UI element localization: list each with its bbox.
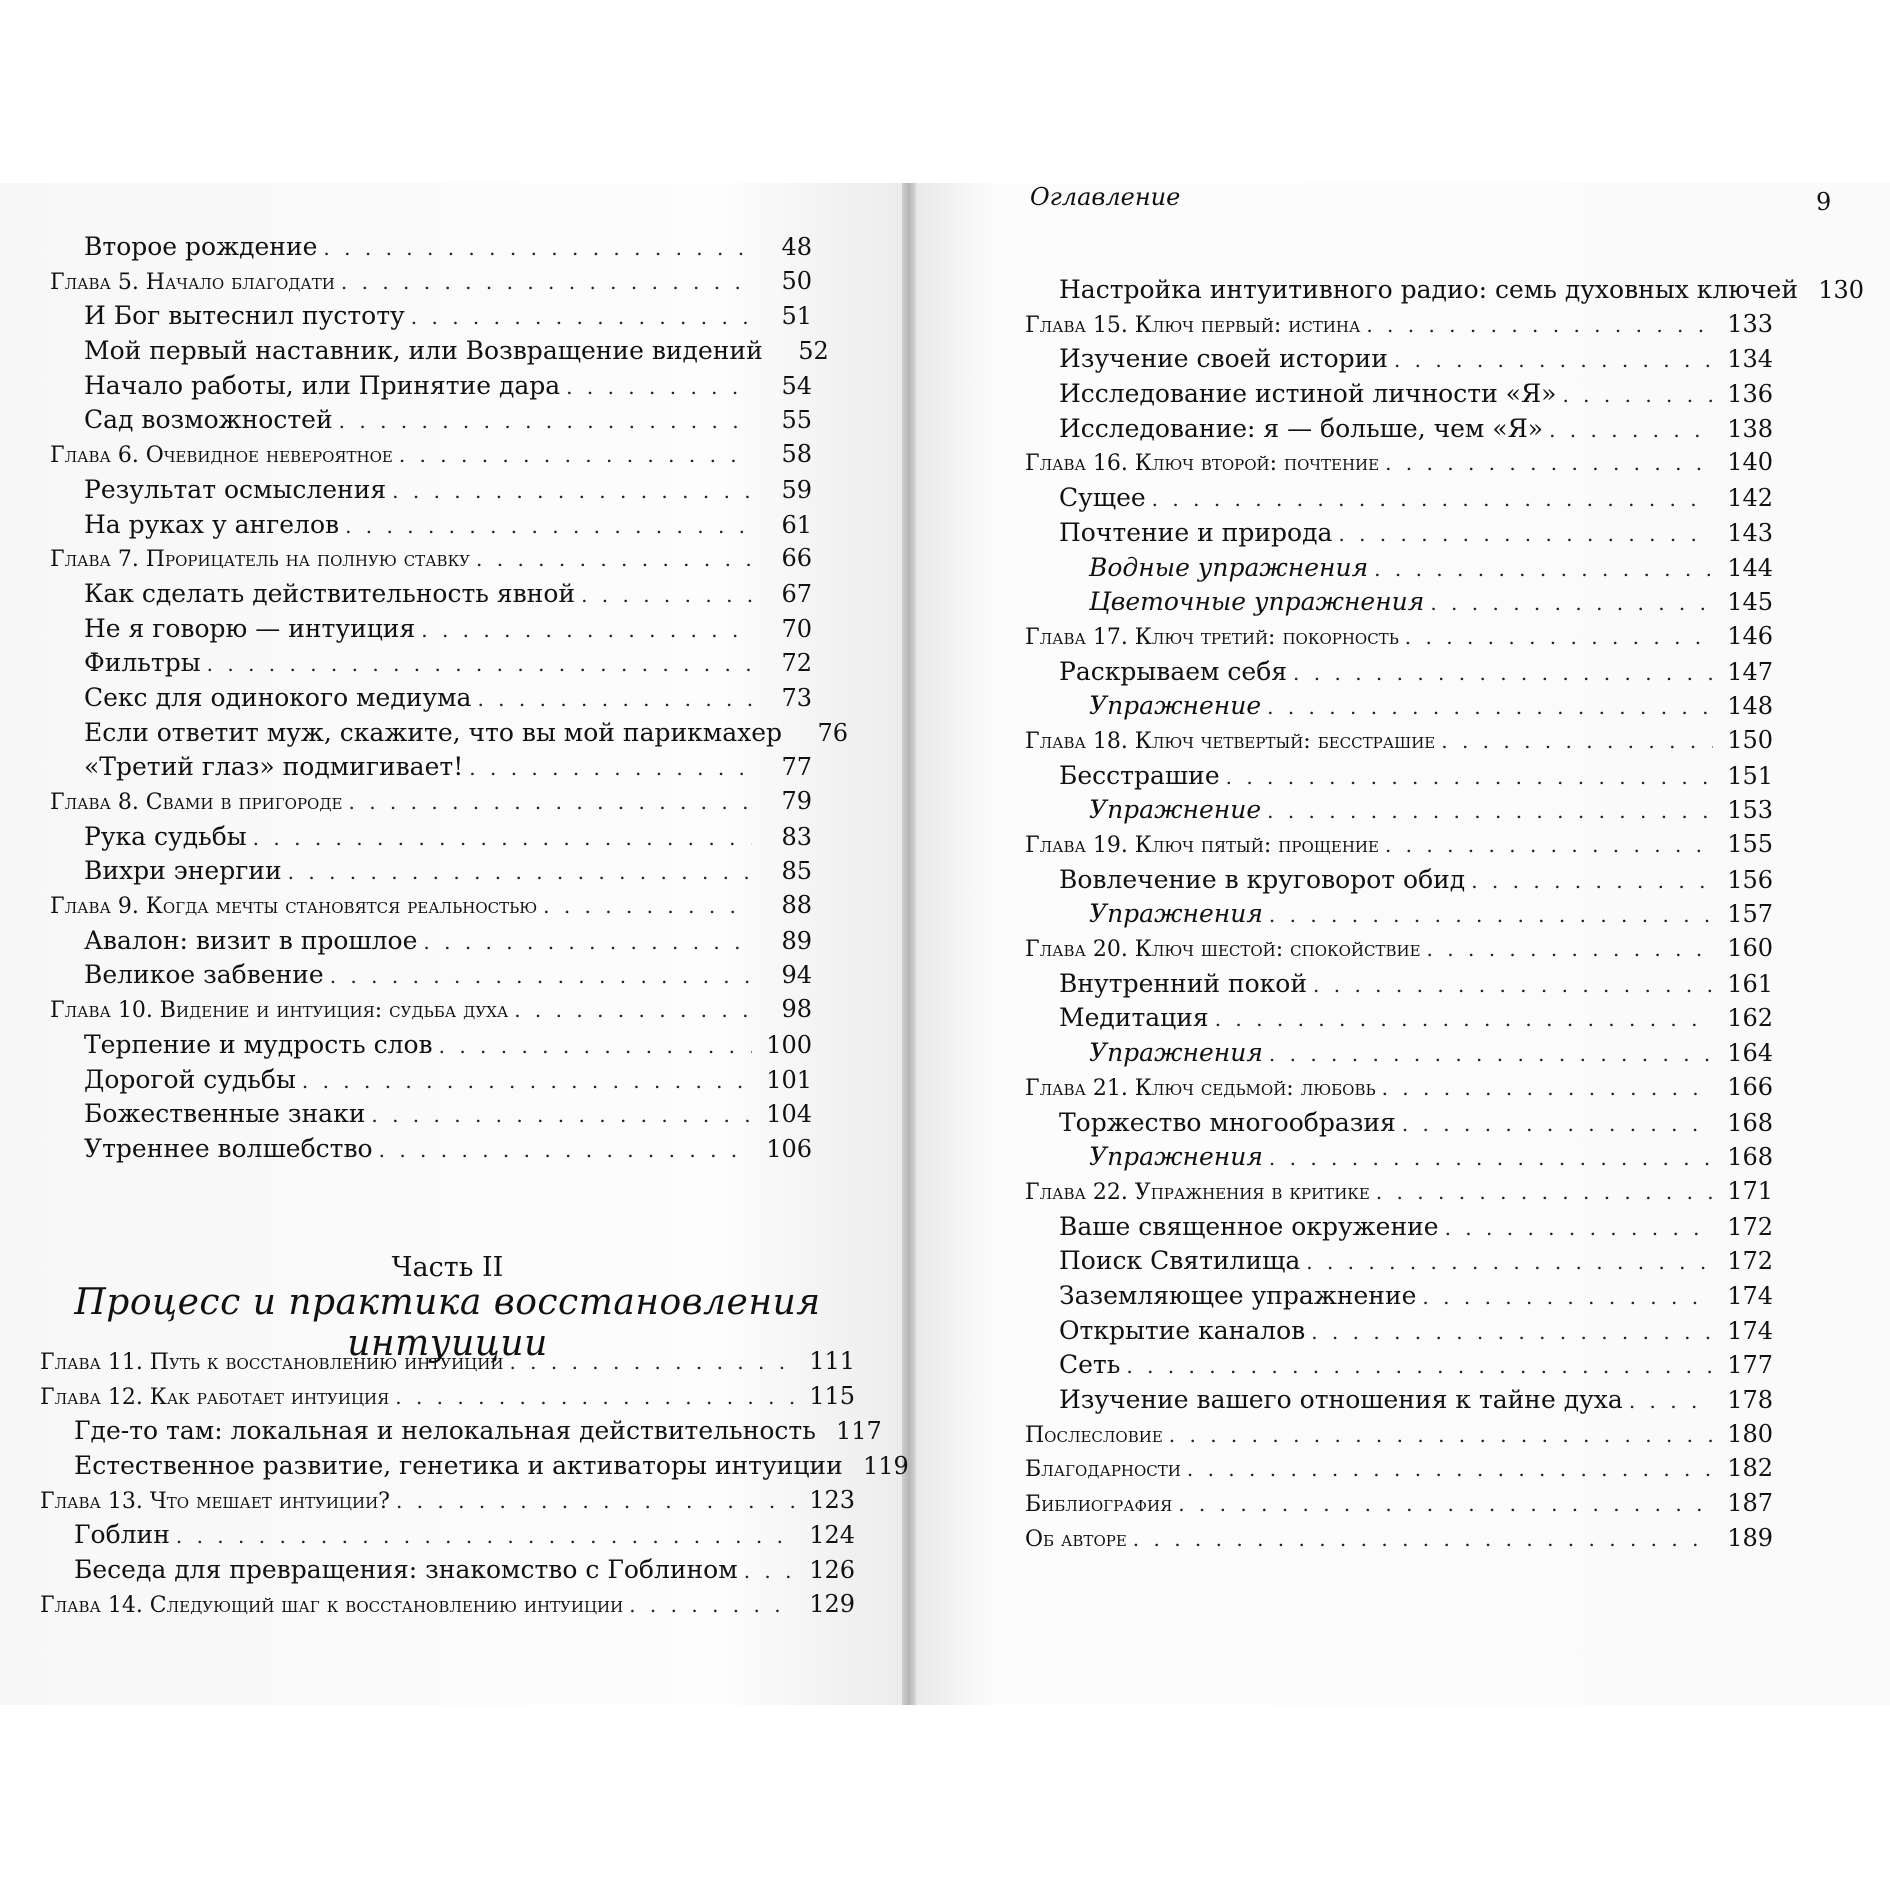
toc-entry-row bbox=[50, 752, 812, 787]
toc-entry-title: Изучение своей истории bbox=[1059, 344, 1388, 374]
toc-page-number: 51 bbox=[781, 302, 812, 331]
dot-leader bbox=[339, 409, 752, 433]
toc-entry-title: Терпение и мудрость слов bbox=[84, 1029, 433, 1059]
toc-entry-row bbox=[50, 960, 812, 995]
toc-page-number: 161 bbox=[1727, 969, 1773, 998]
toc-entry-title: Ваше священное окружение bbox=[1059, 1211, 1439, 1241]
toc-entry-title: Глава 6. Очевидное невероятное bbox=[50, 443, 393, 469]
toc-page-number: 156 bbox=[1727, 865, 1773, 894]
dot-leader bbox=[1226, 765, 1713, 789]
toc-page-number: 166 bbox=[1727, 1072, 1773, 1101]
toc-page-number: 124 bbox=[809, 1521, 855, 1550]
dot-leader bbox=[1430, 591, 1713, 615]
toc-chapter-row bbox=[1025, 1177, 1773, 1212]
dot-leader bbox=[1269, 1042, 1713, 1066]
dot-leader bbox=[1385, 833, 1713, 857]
toc-page-number: 157 bbox=[1727, 900, 1773, 929]
toc-entry-row bbox=[50, 336, 829, 371]
toc-entry-title: Глава 16. Ключ второй: почтение bbox=[1025, 451, 1380, 477]
dot-leader bbox=[1376, 1180, 1713, 1204]
dot-leader bbox=[371, 1103, 752, 1127]
toc-page-number: 88 bbox=[781, 891, 812, 920]
toc-entry-row bbox=[1025, 865, 1773, 900]
toc-page-number: 164 bbox=[1727, 1039, 1773, 1068]
toc-page-number: 150 bbox=[1727, 725, 1773, 754]
toc-entry-title: Глава 12. Как работает интуиция bbox=[40, 1384, 390, 1410]
dot-leader bbox=[1269, 1146, 1713, 1170]
toc-entry-row bbox=[50, 717, 849, 753]
dot-leader bbox=[302, 1069, 752, 1093]
toc-entry-title: Сад возможностей bbox=[84, 405, 333, 435]
toc-left-bottom bbox=[40, 1347, 909, 1625]
toc-chapter-row bbox=[50, 440, 812, 475]
dot-leader bbox=[1405, 625, 1713, 649]
toc-entry-row bbox=[1025, 1385, 1773, 1420]
dot-leader bbox=[514, 998, 752, 1022]
toc-page-number: 133 bbox=[1727, 309, 1773, 338]
toc-entry-title: Торжество многообразия bbox=[1059, 1107, 1396, 1137]
toc-entry-title: Гоблин bbox=[74, 1520, 170, 1550]
toc-entry-title: Глава 11. Путь к восстановлению интуиции bbox=[40, 1350, 504, 1375]
page-number: 9 bbox=[1816, 188, 1832, 216]
dot-leader bbox=[323, 236, 752, 260]
dot-leader bbox=[330, 964, 752, 988]
toc-entry-title: Глава 14. Следующий шаг к восстановлению интуиции bbox=[40, 1592, 624, 1618]
toc-entry-title: Глава 13. Что мешает интуиции? bbox=[40, 1488, 390, 1514]
dot-leader bbox=[543, 894, 752, 918]
dot-leader bbox=[1629, 1389, 1713, 1413]
dot-leader bbox=[1267, 799, 1713, 823]
toc-page-number: 143 bbox=[1727, 518, 1773, 547]
toc-chapter-row bbox=[1025, 448, 1773, 483]
toc-entry-title: Глава 5. Начало благодати bbox=[50, 269, 335, 295]
dot-leader bbox=[341, 270, 752, 294]
toc-entry-title: Глава 8. Свами в пригороде bbox=[50, 790, 343, 815]
toc-entry-row bbox=[50, 232, 812, 267]
toc-entry-title: Результат осмысления bbox=[84, 474, 387, 504]
toc-page-number: 172 bbox=[1727, 1247, 1773, 1276]
toc-entry-title: Медитация bbox=[1059, 1003, 1209, 1033]
dot-leader bbox=[1338, 522, 1713, 546]
toc-page-number: 177 bbox=[1727, 1351, 1773, 1380]
dot-leader bbox=[629, 1593, 795, 1617]
toc-page-number: 140 bbox=[1727, 448, 1773, 477]
toc-page-number: 58 bbox=[781, 440, 812, 469]
toc-page-number: 67 bbox=[781, 579, 812, 608]
toc-chapter-row bbox=[50, 544, 812, 579]
toc-page-number: 77 bbox=[781, 753, 812, 782]
toc-page-number: 117 bbox=[836, 1417, 882, 1446]
toc-entry-row bbox=[50, 510, 812, 545]
toc-page-number: 83 bbox=[781, 822, 812, 851]
toc-entry-title: Цветочные упражнения bbox=[1089, 587, 1425, 617]
toc-entry-title: Упражнение bbox=[1089, 691, 1262, 721]
toc-page-number: 144 bbox=[1727, 553, 1773, 582]
dot-leader bbox=[566, 375, 752, 399]
toc-page-number: 151 bbox=[1727, 761, 1773, 790]
dot-leader bbox=[476, 547, 752, 571]
toc-page-number: 130 bbox=[1818, 276, 1865, 304]
dot-leader bbox=[399, 443, 752, 467]
toc-entry-row bbox=[1025, 483, 1773, 518]
toc-entry-row bbox=[50, 1134, 812, 1169]
toc-entry-row bbox=[40, 1451, 909, 1486]
toc-page-number: 111 bbox=[809, 1347, 855, 1375]
toc-entry-title: Благодарности bbox=[1025, 1457, 1181, 1483]
toc-entry-row bbox=[1025, 1316, 1773, 1351]
toc-entry-row bbox=[50, 301, 812, 336]
toc-entry-row bbox=[1025, 1038, 1773, 1073]
dot-leader bbox=[1445, 1216, 1713, 1240]
dot-leader bbox=[1269, 903, 1713, 927]
toc-page-number: 89 bbox=[781, 926, 812, 955]
toc-page-number: 101 bbox=[766, 1065, 812, 1094]
toc-entry-row bbox=[1025, 691, 1773, 726]
toc-page-number: 79 bbox=[781, 787, 812, 815]
toc-page-number: 155 bbox=[1727, 830, 1773, 858]
toc-entry-row bbox=[1025, 657, 1773, 692]
toc-entry-row bbox=[1025, 1108, 1773, 1143]
toc-page-number: 145 bbox=[1727, 588, 1773, 617]
dot-leader bbox=[1385, 451, 1713, 475]
toc-page-number: 172 bbox=[1727, 1212, 1773, 1241]
toc-chapter-row bbox=[1025, 830, 1773, 865]
toc-entry-row bbox=[1025, 969, 1773, 1004]
toc-entry-title: Авалон: визит в прошлое bbox=[84, 925, 418, 955]
toc-chapter-row bbox=[50, 787, 812, 822]
toc-page-number: 100 bbox=[766, 1030, 812, 1059]
toc-entry-row bbox=[1025, 379, 1773, 414]
toc-chapter-row bbox=[40, 1590, 855, 1625]
toc-page-number: 168 bbox=[1727, 1108, 1773, 1137]
toc-chapter-row bbox=[40, 1347, 855, 1382]
toc-left-top bbox=[50, 232, 849, 1169]
toc-right bbox=[1025, 275, 1865, 1558]
toc-entry-title: Упражнения bbox=[1089, 899, 1263, 929]
toc-entry-row bbox=[50, 475, 812, 510]
dot-leader bbox=[1562, 383, 1713, 407]
toc-entry-title: Заземляющее упражнение bbox=[1059, 1280, 1417, 1310]
toc-page-number: 54 bbox=[781, 371, 812, 400]
dot-leader bbox=[1382, 1076, 1713, 1100]
dot-leader bbox=[1313, 973, 1713, 997]
toc-page-number: 146 bbox=[1727, 621, 1773, 650]
dot-leader bbox=[581, 583, 752, 607]
toc-page-number: 182 bbox=[1727, 1454, 1773, 1483]
dot-leader bbox=[1394, 348, 1713, 372]
toc-entry-title: Мой первый наставник, или Возвращение видений bbox=[84, 336, 763, 366]
toc-page-number: 72 bbox=[781, 649, 812, 678]
toc-entry-title: Дорогой судьбы bbox=[84, 1064, 296, 1094]
dot-leader bbox=[1402, 1112, 1713, 1136]
toc-entry-title: Если ответит муж, скажите, что вы мой парикмахер bbox=[84, 717, 783, 747]
toc-page-number: 52 bbox=[798, 337, 829, 366]
toc-page-number: 61 bbox=[781, 510, 812, 539]
toc-chapter-row bbox=[1025, 622, 1773, 657]
toc-entry-title: Глава 20. Ключ шестой: спокойствие bbox=[1025, 937, 1421, 963]
dot-leader bbox=[395, 1385, 795, 1409]
toc-entry-title: Глава 15. Ключ первый: истина bbox=[1025, 312, 1361, 338]
running-head: Оглавление bbox=[1030, 183, 1181, 211]
toc-entry-title: «Третий глаз» подмигивает! bbox=[84, 752, 464, 782]
dot-leader bbox=[1293, 661, 1713, 685]
toc-page-number: 168 bbox=[1727, 1143, 1773, 1172]
toc-entry-title: Упражнения bbox=[1089, 1038, 1263, 1068]
toc-entry-row bbox=[50, 579, 812, 614]
toc-page-number: 106 bbox=[766, 1134, 812, 1163]
toc-entry-title: Внутренний покой bbox=[1059, 968, 1308, 998]
toc-entry-title: Божественные знаки bbox=[84, 1099, 366, 1129]
toc-page-number: 160 bbox=[1727, 934, 1773, 963]
toc-page-number: 48 bbox=[781, 233, 812, 261]
toc-page-number: 98 bbox=[781, 995, 812, 1024]
dot-leader bbox=[1306, 1250, 1713, 1274]
toc-entry-title: Сеть bbox=[1059, 1350, 1121, 1380]
dot-leader bbox=[1133, 1527, 1713, 1551]
toc-entry-title: Глава 10. Видение и интуиция: судьба духа bbox=[50, 998, 509, 1024]
toc-chapter-row bbox=[50, 267, 812, 302]
dot-leader bbox=[1169, 1423, 1713, 1447]
dot-leader bbox=[1374, 557, 1713, 581]
dot-leader bbox=[345, 514, 752, 538]
toc-page-number: 147 bbox=[1727, 657, 1773, 686]
toc-page-number: 66 bbox=[781, 544, 812, 573]
toc-entry-title: Глава 21. Ключ седьмой: любовь bbox=[1025, 1075, 1376, 1101]
toc-page-number: 50 bbox=[781, 266, 812, 295]
toc-entry-title: Секс для одинокого медиума bbox=[84, 682, 472, 712]
dot-leader bbox=[1178, 1492, 1713, 1516]
toc-entry-title: Естественное развитие, генетика и активаторы интуиции bbox=[74, 1451, 843, 1481]
part-title: Часть II bbox=[391, 1252, 504, 1283]
toc-entry-title: Утреннее волшебство bbox=[84, 1133, 373, 1163]
toc-entry-title: Настройка интуитивного радио: семь духовных ключей bbox=[1059, 275, 1799, 304]
toc-entry-row bbox=[1025, 1281, 1773, 1316]
toc-page-number: 76 bbox=[817, 718, 849, 747]
dot-leader bbox=[396, 1489, 795, 1513]
toc-entry-title: На руках у ангелов bbox=[84, 509, 340, 539]
dot-leader bbox=[1267, 695, 1713, 719]
toc-page-number: 115 bbox=[809, 1381, 855, 1410]
toc-page-number: 104 bbox=[766, 1100, 812, 1129]
toc-chapter-row bbox=[1025, 1489, 1773, 1524]
toc-chapter-row bbox=[1025, 1420, 1773, 1455]
toc-entry-title: Глава 18. Ключ четвертый: бесстрашие bbox=[1025, 728, 1436, 754]
toc-entry-title: Об авторе bbox=[1025, 1526, 1127, 1552]
dot-leader bbox=[253, 826, 752, 850]
toc-page-number: 142 bbox=[1727, 484, 1773, 513]
dot-leader bbox=[1471, 869, 1713, 893]
toc-entry-title: Поиск Святилища bbox=[1059, 1246, 1301, 1276]
toc-entry-title: Глава 7. Прорицатель на полную ставку bbox=[50, 547, 471, 573]
toc-chapter-row bbox=[1025, 726, 1773, 761]
toc-entry-row bbox=[50, 926, 812, 961]
toc-chapter-row bbox=[40, 1486, 855, 1521]
toc-entry-title: Беседа для превращения: знакомство с Гоблином bbox=[74, 1555, 738, 1585]
toc-entry-title: Вихри энергии bbox=[84, 856, 282, 886]
toc-page-number: 119 bbox=[862, 1452, 909, 1481]
toc-entry-row bbox=[1025, 899, 1773, 934]
toc-entry-row bbox=[50, 1030, 812, 1065]
toc-page-number: 174 bbox=[1727, 1281, 1773, 1310]
toc-entry-row bbox=[1025, 1142, 1773, 1177]
dot-leader bbox=[1187, 1457, 1713, 1481]
toc-entry-title: Упражнения bbox=[1089, 1142, 1263, 1172]
dot-leader bbox=[509, 1350, 795, 1374]
toc-entry-row bbox=[1025, 587, 1773, 622]
toc-entry-row bbox=[1025, 761, 1773, 796]
toc-entry-title: Рука судьбы bbox=[84, 821, 247, 851]
dot-leader bbox=[477, 687, 752, 711]
part-subtitle: Процесс и практика восстановления интуиции bbox=[74, 1282, 821, 1364]
toc-entry-title: Где-то там: локальная и нелокальная действительность bbox=[74, 1416, 816, 1446]
toc-page-number: 94 bbox=[781, 961, 812, 990]
dot-leader bbox=[392, 479, 752, 503]
toc-chapter-row bbox=[40, 1382, 855, 1417]
dot-leader bbox=[423, 930, 752, 954]
dot-leader bbox=[1215, 1007, 1713, 1031]
toc-entry-row bbox=[1025, 344, 1773, 379]
toc-page-number: 171 bbox=[1727, 1176, 1773, 1205]
toc-chapter-row bbox=[1025, 1073, 1773, 1108]
toc-page-number: 85 bbox=[781, 857, 812, 886]
toc-entry-row bbox=[50, 614, 812, 649]
toc-entry-row bbox=[50, 1065, 812, 1100]
toc-entry-title: Глава 9. Когда мечты становятся реальностью bbox=[50, 894, 538, 920]
toc-entry-title: Вовлечение в круговорот обид bbox=[1059, 864, 1466, 894]
toc-entry-title: Глава 17. Ключ третий: покорность bbox=[1025, 624, 1399, 650]
toc-entry-title: Глава 19. Ключ пятый: прощение bbox=[1025, 833, 1379, 858]
toc-entry-row bbox=[50, 856, 812, 891]
toc-entry-row bbox=[1025, 518, 1773, 553]
toc-entry-row bbox=[1025, 553, 1773, 588]
toc-page-number: 136 bbox=[1727, 380, 1773, 409]
toc-page-number: 70 bbox=[781, 614, 812, 643]
dot-leader bbox=[288, 860, 752, 884]
dot-leader bbox=[469, 756, 752, 780]
toc-entry-row bbox=[1025, 1212, 1773, 1247]
toc-page-number: 59 bbox=[781, 475, 812, 504]
toc-page-number: 73 bbox=[781, 683, 812, 712]
dot-leader bbox=[1126, 1354, 1713, 1378]
toc-page-number: 162 bbox=[1727, 1004, 1773, 1033]
toc-entry-row bbox=[40, 1520, 855, 1555]
dot-leader bbox=[1311, 1320, 1713, 1344]
dot-leader bbox=[744, 1559, 795, 1583]
toc-entry-title: Водные упражнения bbox=[1089, 552, 1369, 582]
toc-entry-title: Открытие каналов bbox=[1059, 1315, 1306, 1345]
dot-leader bbox=[1152, 487, 1713, 511]
toc-entry-title: Бесстрашие bbox=[1059, 760, 1220, 790]
toc-page-number: 134 bbox=[1727, 345, 1773, 374]
toc-entry-title: Исследование: я — больше, чем «Я» bbox=[1059, 413, 1544, 443]
toc-entry-title: Не я говорю — интуиция bbox=[84, 613, 416, 643]
dot-leader bbox=[207, 652, 752, 676]
toc-entry-title: Упражнение bbox=[1089, 795, 1262, 825]
toc-entry-title: Библиография bbox=[1025, 1492, 1173, 1518]
toc-chapter-row bbox=[50, 995, 812, 1030]
toc-entry-row bbox=[1025, 275, 1865, 310]
dot-leader bbox=[1422, 1285, 1713, 1309]
toc-entry-row bbox=[1025, 1350, 1773, 1385]
toc-entry-row bbox=[50, 405, 812, 440]
toc-page-number: 180 bbox=[1727, 1419, 1773, 1448]
toc-page-number: 138 bbox=[1727, 414, 1773, 443]
toc-entry-title: Сущее bbox=[1059, 483, 1146, 513]
toc-entry-row bbox=[50, 822, 812, 857]
toc-chapter-row bbox=[1025, 1454, 1773, 1489]
toc-page-number: 153 bbox=[1727, 796, 1773, 825]
toc-page-number: 187 bbox=[1727, 1489, 1773, 1518]
dot-leader bbox=[379, 1138, 752, 1162]
toc-entry-row bbox=[1025, 1246, 1773, 1281]
toc-entry-title: Как сделать действительность явной bbox=[84, 578, 576, 608]
dot-leader bbox=[411, 305, 752, 329]
toc-entry-row bbox=[1025, 414, 1773, 449]
dot-leader bbox=[421, 618, 752, 642]
toc-chapter-row bbox=[1025, 1524, 1773, 1559]
toc-page-number: 126 bbox=[809, 1556, 855, 1585]
toc-page-number: 189 bbox=[1727, 1523, 1773, 1552]
toc-entry-title: Почтение и природа bbox=[1059, 517, 1333, 547]
toc-entry-title: Послесловие bbox=[1025, 1422, 1163, 1448]
toc-entry-title: Фильтры bbox=[84, 648, 201, 678]
toc-page-number: 129 bbox=[809, 1589, 855, 1618]
toc-entry-title: Глава 22. Упражнения в критике bbox=[1025, 1179, 1370, 1205]
toc-entry-title: И Бог вытеснил пустоту bbox=[84, 301, 405, 331]
dot-leader bbox=[176, 1524, 795, 1548]
toc-entry-row bbox=[1025, 795, 1773, 830]
toc-entry-row bbox=[1025, 1003, 1773, 1038]
toc-entry-row bbox=[50, 648, 812, 683]
toc-entry-row bbox=[50, 683, 812, 718]
toc-entry-row bbox=[40, 1555, 855, 1590]
dot-leader bbox=[1549, 418, 1713, 442]
toc-entry-row bbox=[40, 1416, 882, 1451]
toc-entry-title: Второе рождение bbox=[84, 232, 318, 261]
toc-chapter-row bbox=[1025, 934, 1773, 969]
dot-leader bbox=[439, 1034, 752, 1058]
dot-leader bbox=[1441, 729, 1713, 753]
toc-entry-row bbox=[50, 1099, 812, 1134]
toc-page-number: 55 bbox=[781, 406, 812, 435]
toc-page-number: 174 bbox=[1727, 1316, 1773, 1345]
toc-page-number: 148 bbox=[1727, 692, 1773, 721]
toc-entry-title: Начало работы, или Принятие дара bbox=[84, 370, 561, 400]
toc-page-number: 123 bbox=[809, 1485, 855, 1514]
dot-leader bbox=[1427, 937, 1713, 961]
toc-entry-row bbox=[50, 371, 812, 406]
dot-leader bbox=[1366, 313, 1713, 337]
toc-page-number: 178 bbox=[1727, 1386, 1773, 1414]
dot-leader bbox=[349, 790, 753, 814]
toc-entry-title: Исследование истиной личности «Я» bbox=[1059, 379, 1557, 409]
toc-entry-title: Изучение вашего отношения к тайне духа bbox=[1059, 1385, 1623, 1414]
toc-chapter-row bbox=[1025, 310, 1773, 345]
toc-entry-title: Раскрываем себя bbox=[1059, 656, 1288, 686]
toc-chapter-row bbox=[50, 891, 812, 926]
toc-entry-title: Великое забвение bbox=[84, 960, 324, 990]
